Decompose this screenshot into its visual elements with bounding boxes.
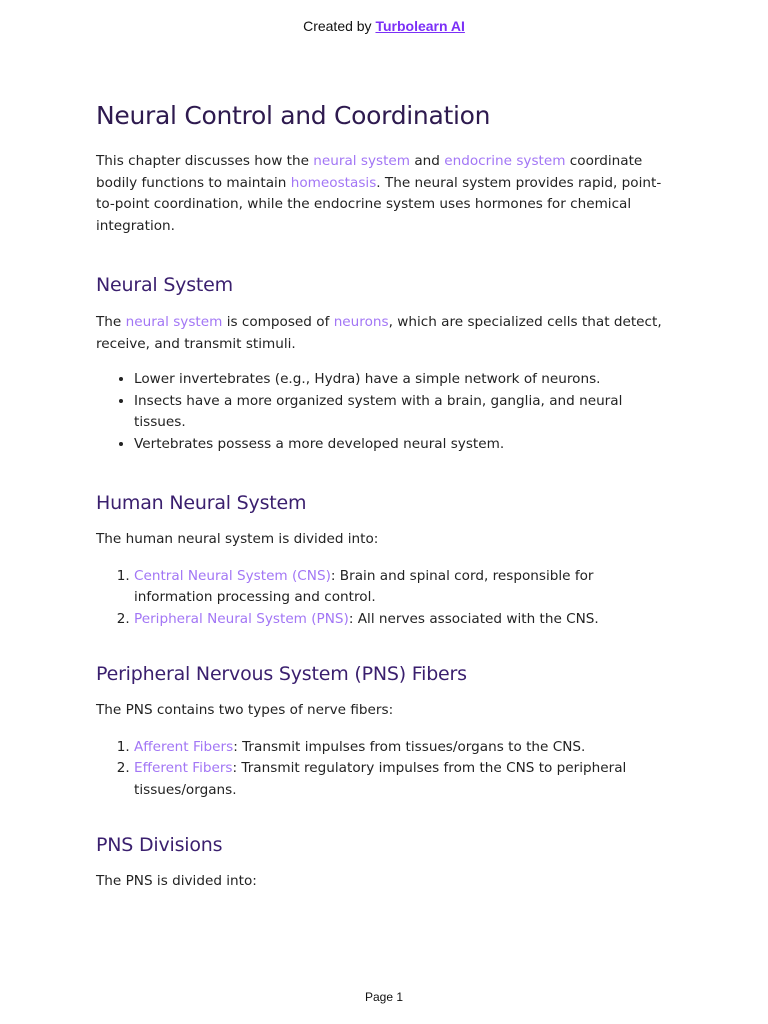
list-item bbox=[134, 566, 676, 609]
pns-fibers-list bbox=[96, 737, 676, 802]
desc-efferent: : Transmit regulatory impulses from the CNS to peripheral tissues/organs. bbox=[134, 760, 627, 798]
heading-human-neural-system: Human Neural System bbox=[96, 492, 307, 514]
highlight-endocrine-system: endocrine system bbox=[444, 153, 566, 169]
term-pns: Peripheral Neural System (PNS) bbox=[134, 610, 349, 627]
highlight-homeostasis: homeostasis bbox=[290, 174, 377, 191]
ns-text-1: The bbox=[96, 314, 126, 330]
human-neural-intro: The human neural system is divided into: bbox=[96, 531, 379, 547]
desc-cns: : Brain and spinal cord, responsible for information processing and control. bbox=[134, 567, 594, 605]
turbolearn-link[interactable]: Turbolearn AI bbox=[375, 18, 465, 34]
intro-text-1: This chapter discusses how the bbox=[96, 153, 314, 169]
bullet-item: • Vertebrates possess a more developed neural system. bbox=[134, 434, 676, 456]
highlight-neural-system-2: neural system bbox=[125, 314, 223, 330]
bullet-item: • Lower invertebrates (e.g., Hydra) have a simple network of neurons. bbox=[134, 369, 676, 391]
highlight-neurons: neurons bbox=[333, 314, 389, 330]
intro-text-3: coordinate bodily functions to maintain bbox=[96, 153, 643, 191]
list-item bbox=[134, 609, 676, 631]
heading-neural-system: Neural System bbox=[96, 274, 233, 296]
intro-paragraph bbox=[96, 151, 676, 237]
term-afferent: Afferent Fibers bbox=[134, 738, 234, 755]
created-by-label: Created by bbox=[303, 18, 376, 34]
bullet-item: • Insects have a more organized system with a brain, ganglia, and neural tissues. bbox=[134, 391, 676, 434]
pns-fibers-intro: The PNS contains two types of nerve fibers: bbox=[96, 702, 394, 718]
page-number: Page 1 bbox=[364, 990, 404, 1004]
intro-text-4: . The neural system provides rapid, point-to-point coordination, while the endocrine system uses hormones for chemical integration. bbox=[96, 174, 662, 234]
heading-pns-divisions: PNS Divisions bbox=[96, 834, 223, 856]
desc-afferent: : Transmit impulses from tissues/organs to the CNS. bbox=[233, 738, 586, 755]
neural-system-paragraph bbox=[96, 312, 676, 355]
page-header bbox=[0, 18, 768, 34]
human-neural-list bbox=[96, 566, 676, 631]
list-item bbox=[134, 758, 676, 801]
ns-text-3: , which are specialized cells that detect, receive, and transmit stimuli. bbox=[96, 314, 662, 352]
highlight-neural-system: neural system bbox=[313, 153, 411, 169]
page-title: Neural Control and Coordination bbox=[96, 101, 491, 130]
document-body bbox=[96, 98, 676, 893]
heading-pns-fibers: Peripheral Nervous System (PNS) Fibers bbox=[96, 663, 467, 685]
term-cns: Central Neural System (CNS) bbox=[134, 567, 331, 584]
ns-text-2: is composed of bbox=[222, 314, 334, 330]
term-efferent: Efferent Fibers bbox=[134, 760, 233, 776]
desc-pns: : All nerves associated with the CNS. bbox=[348, 610, 599, 627]
intro-text-2: and bbox=[410, 153, 445, 169]
pns-divisions-intro: The PNS is divided into: bbox=[96, 873, 257, 889]
list-item bbox=[134, 737, 676, 759]
neural-system-bullets bbox=[96, 369, 676, 455]
